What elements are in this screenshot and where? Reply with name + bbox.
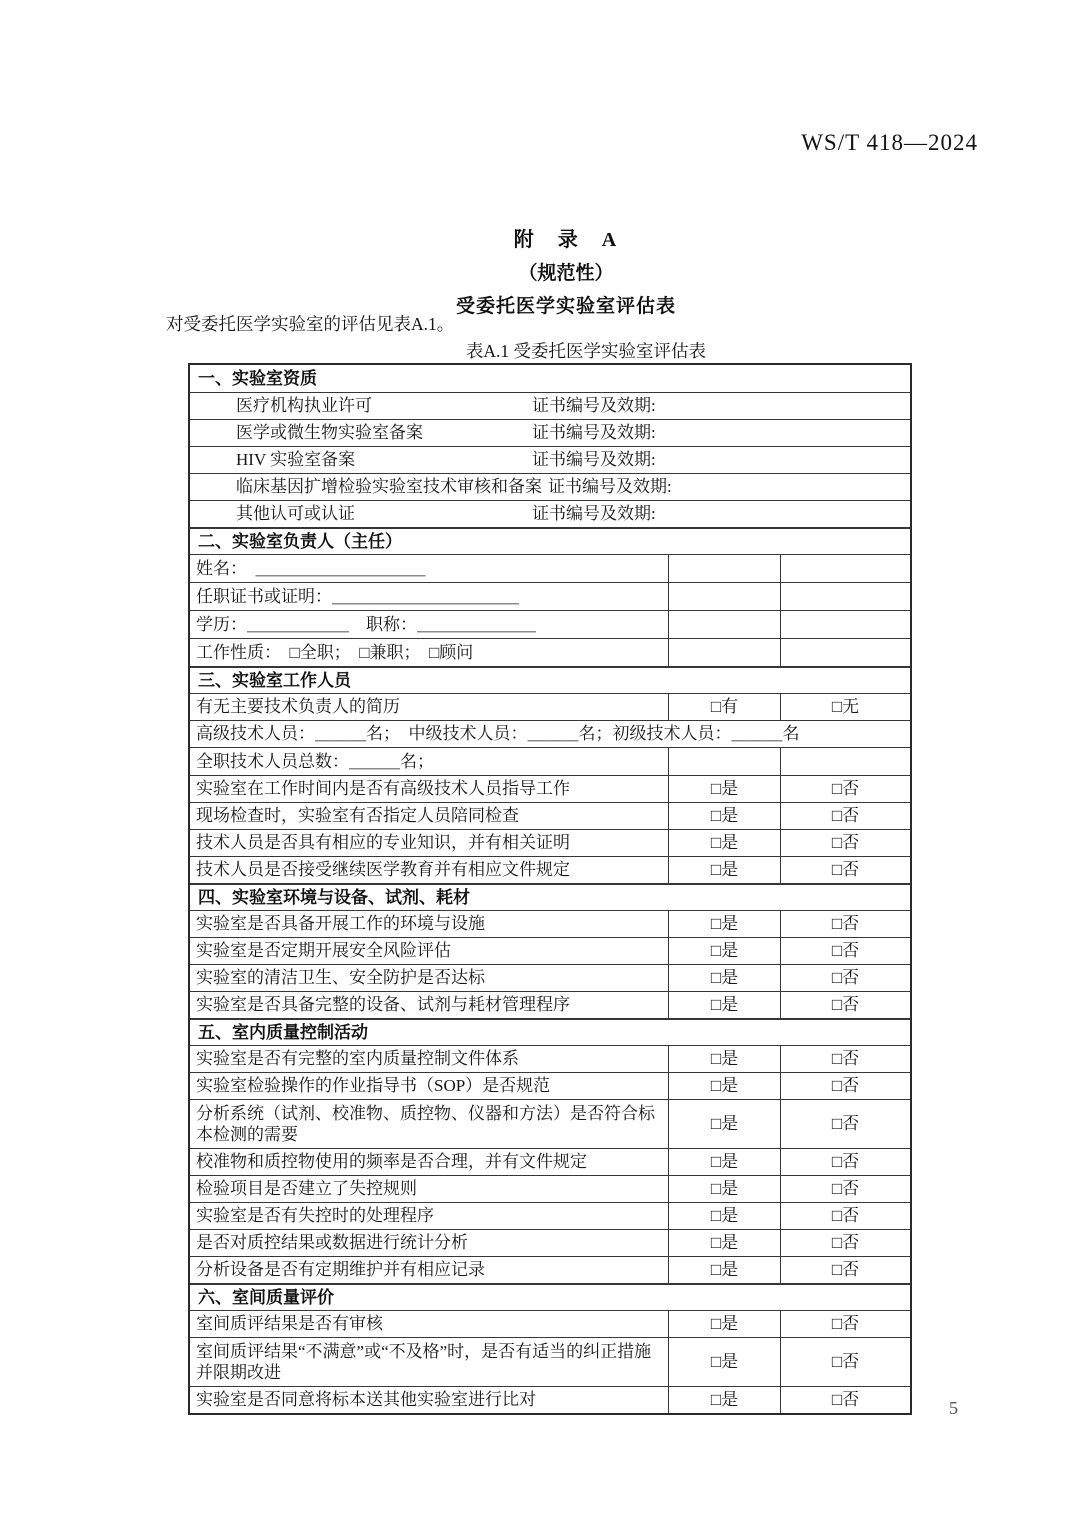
no-checkbox-cell: □否 (780, 1387, 910, 1413)
cert-name-label: 医疗机构执业许可 (236, 396, 372, 415)
cert-cell (190, 501, 910, 527)
normative-label: （规范性） (518, 263, 614, 284)
table-row (190, 582, 910, 610)
section-header: 五、室内质量控制活动 (190, 1018, 910, 1045)
table-row (190, 610, 910, 638)
row-label: 学历：＿＿＿＿＿＿ 职称：＿＿＿＿＿＿＿ (196, 614, 536, 634)
table-row (190, 638, 910, 666)
row-label: 校准物和质控物使用的频率是否合理，并有文件规定 (196, 1152, 587, 1171)
yes-checkbox-cell: □是 (668, 1149, 780, 1175)
table-row (190, 473, 910, 500)
row-label: 室间质评结果是否有审核 (196, 1314, 383, 1333)
no-checkbox-cell: □否 (780, 965, 910, 991)
row-label: 实验室是否定期开展安全风险评估 (196, 941, 451, 960)
no-checkbox-cell: □否 (780, 1338, 910, 1386)
yes-checkbox-cell: □是 (668, 1257, 780, 1283)
yes-checkbox-cell: □是 (668, 803, 780, 829)
empty-cell (780, 611, 910, 638)
cert-cell (190, 447, 910, 473)
table-row (190, 720, 910, 747)
table-row (190, 1310, 910, 1337)
no-checkbox-cell: □否 (780, 803, 910, 829)
row-label: 技术人员是否接受继续医学教育并有相应文件规定 (196, 860, 570, 879)
yes-checkbox-cell: □是 (668, 1176, 780, 1202)
table-row (190, 554, 910, 582)
empty-cell (668, 639, 780, 666)
row-label: 实验室是否具备开展工作的环境与设施 (196, 914, 485, 933)
appendix-label: 附 录 A (513, 229, 619, 251)
no-checkbox-cell: □否 (780, 1230, 910, 1256)
row-label: 实验室是否有失控时的处理程序 (196, 1206, 434, 1225)
no-checkbox-cell: □否 (780, 911, 910, 937)
cert-name-label: 其他认可或认证 (236, 504, 355, 523)
row-label: 是否对质控结果或数据进行统计分析 (196, 1233, 468, 1252)
page-number: 5 (949, 1398, 958, 1418)
table-row (190, 1229, 910, 1256)
row-label: 有无主要技术负责人的简历 (196, 697, 400, 716)
table-row (190, 829, 910, 856)
cert-name-label: HIV 实验室备案 (236, 450, 356, 469)
yes-checkbox-cell: □是 (668, 1073, 780, 1099)
empty-cell (780, 639, 910, 666)
table-row (190, 419, 910, 446)
table-row (190, 693, 910, 720)
table-row (190, 1099, 910, 1148)
standard-code: WS/T 418—2024 (801, 130, 978, 155)
yes-checkbox-cell: □是 (668, 1311, 780, 1337)
row-label: 现场检查时，实验室有否指定人员陪同检查 (196, 806, 519, 825)
empty-cell (668, 611, 780, 638)
table-row (190, 856, 910, 883)
cert-number-label: 证书编号及效期: (548, 477, 672, 496)
yes-checkbox-cell: □是 (668, 857, 780, 883)
table-row (190, 1045, 910, 1072)
appendix-heading-block (52, 223, 1080, 318)
row-label: 检验项目是否建立了失控规则 (196, 1179, 417, 1198)
cert-number-label: 证书编号及效期: (532, 450, 656, 469)
yes-checkbox-cell: □是 (668, 965, 780, 991)
row-label: 实验室是否同意将标本送其他实验室进行比对 (196, 1390, 536, 1409)
table-row (190, 991, 910, 1018)
section-header: 二、实验室负责人（主任） (190, 527, 910, 554)
assessment-table (188, 363, 912, 1415)
row-label: 实验室是否有完整的室内质量控制文件体系 (196, 1049, 519, 1068)
table-row (190, 1072, 910, 1099)
row-label: 全职技术人员总数：＿＿＿名； (196, 751, 434, 771)
no-checkbox-cell: □否 (780, 1203, 910, 1229)
empty-cell (780, 583, 910, 610)
row-label: 分析设备是否有定期维护并有相应记录 (196, 1260, 485, 1279)
empty-cell (668, 555, 780, 582)
table-row (190, 910, 910, 937)
table-row (190, 937, 910, 964)
cert-number-label: 证书编号及效期: (532, 423, 656, 442)
yes-checkbox-cell: □是 (668, 992, 780, 1018)
table-row (190, 1337, 910, 1386)
empty-cell (780, 555, 910, 582)
yes-checkbox-cell: □是 (668, 830, 780, 856)
no-checkbox-cell: □否 (780, 1073, 910, 1099)
yes-checkbox-cell: □是 (668, 776, 780, 802)
row-label: 实验室的清洁卫生、安全防护是否达标 (196, 968, 485, 987)
no-checkbox-cell: □否 (780, 1149, 910, 1175)
empty-cell (668, 583, 780, 610)
cert-number-label: 证书编号及效期: (532, 504, 656, 523)
no-checkbox-cell: □否 (780, 1257, 910, 1283)
empty-cell (780, 748, 910, 775)
yes-checkbox-cell: □是 (668, 1230, 780, 1256)
row-label: 实验室检验操作的作业指导书（SOP）是否规范 (196, 1076, 551, 1095)
yes-checkbox-cell: □是 (668, 938, 780, 964)
empty-cell (668, 748, 780, 775)
no-checkbox-cell: □否 (780, 1176, 910, 1202)
no-checkbox-cell: □否 (780, 1311, 910, 1337)
no-checkbox-cell: □无 (780, 694, 910, 720)
no-checkbox-cell: □否 (780, 992, 910, 1018)
table-row (190, 747, 910, 775)
cert-cell (190, 474, 910, 500)
row-label: 分析系统（试剂、校准物、质控物、仪器和方法）是否符合标本检测的需要 (196, 1104, 655, 1144)
row-label: 任职证书或证明：＿＿＿＿＿＿＿＿＿＿＿ (196, 586, 519, 606)
no-checkbox-cell: □否 (780, 938, 910, 964)
table-row (190, 446, 910, 473)
yes-checkbox-cell: □是 (668, 1387, 780, 1413)
table-row (190, 802, 910, 829)
table-row (190, 775, 910, 802)
yes-checkbox-cell: □是 (668, 911, 780, 937)
yes-checkbox-cell: □是 (668, 1100, 780, 1148)
no-checkbox-cell: □否 (780, 776, 910, 802)
yes-checkbox-cell: □是 (668, 1338, 780, 1386)
cert-name-label: 医学或微生物实验室备案 (236, 423, 423, 442)
row-label: 技术人员是否具有相应的专业知识，并有相关证明 (196, 833, 570, 852)
no-checkbox-cell: □否 (780, 857, 910, 883)
row-label: 实验室在工作时间内是否有高级技术人员指导工作 (196, 779, 570, 798)
table-row (190, 392, 910, 419)
section-header: 一、实验室资质 (198, 368, 317, 388)
yes-checkbox-cell: □是 (668, 1203, 780, 1229)
cert-cell (190, 393, 910, 419)
intro-text: 对受委托医学实验室的评估见表A.1。 (166, 314, 455, 334)
appendix-title: 受委托医学实验室评估表 (455, 296, 676, 317)
section-header: 六、室间质量评价 (190, 1283, 910, 1310)
yes-checkbox-cell: □有 (668, 694, 780, 720)
section-header: 三、实验室工作人员 (190, 666, 910, 693)
row-label: 工作性质： □全职； □兼职； □顾问 (196, 642, 474, 662)
table-row (190, 964, 910, 991)
cert-cell (190, 420, 910, 446)
no-checkbox-cell: □否 (780, 1046, 910, 1072)
no-checkbox-cell: □否 (780, 1100, 910, 1148)
cert-number-label: 证书编号及效期: (532, 396, 656, 415)
table-row (190, 1256, 910, 1283)
table-row (190, 500, 910, 527)
row-label: 高级技术人员：＿＿＿名； 中级技术人员：＿＿＿名；初级技术人员：＿＿＿名 (196, 724, 800, 743)
row-label: 姓名： ＿＿＿＿＿＿＿＿＿＿ (196, 558, 426, 578)
cert-name-label: 临床基因扩增检验实验室技术审核和备案 (236, 477, 542, 496)
table-row (190, 1148, 910, 1175)
no-checkbox-cell: □否 (780, 830, 910, 856)
yes-checkbox-cell: □是 (668, 1046, 780, 1072)
table-row (190, 1175, 910, 1202)
row-label: 实验室是否具备完整的设备、试剂与耗材管理程序 (196, 995, 570, 1014)
table-row (190, 1202, 910, 1229)
table-caption: 表A.1 受委托医学实验室评估表 (465, 341, 707, 361)
section-header: 四、实验室环境与设备、试剂、耗材 (190, 883, 910, 910)
row-label: 室间质评结果“不满意”或“不及格”时，是否有适当的纠正措施并限期改进 (196, 1342, 652, 1382)
